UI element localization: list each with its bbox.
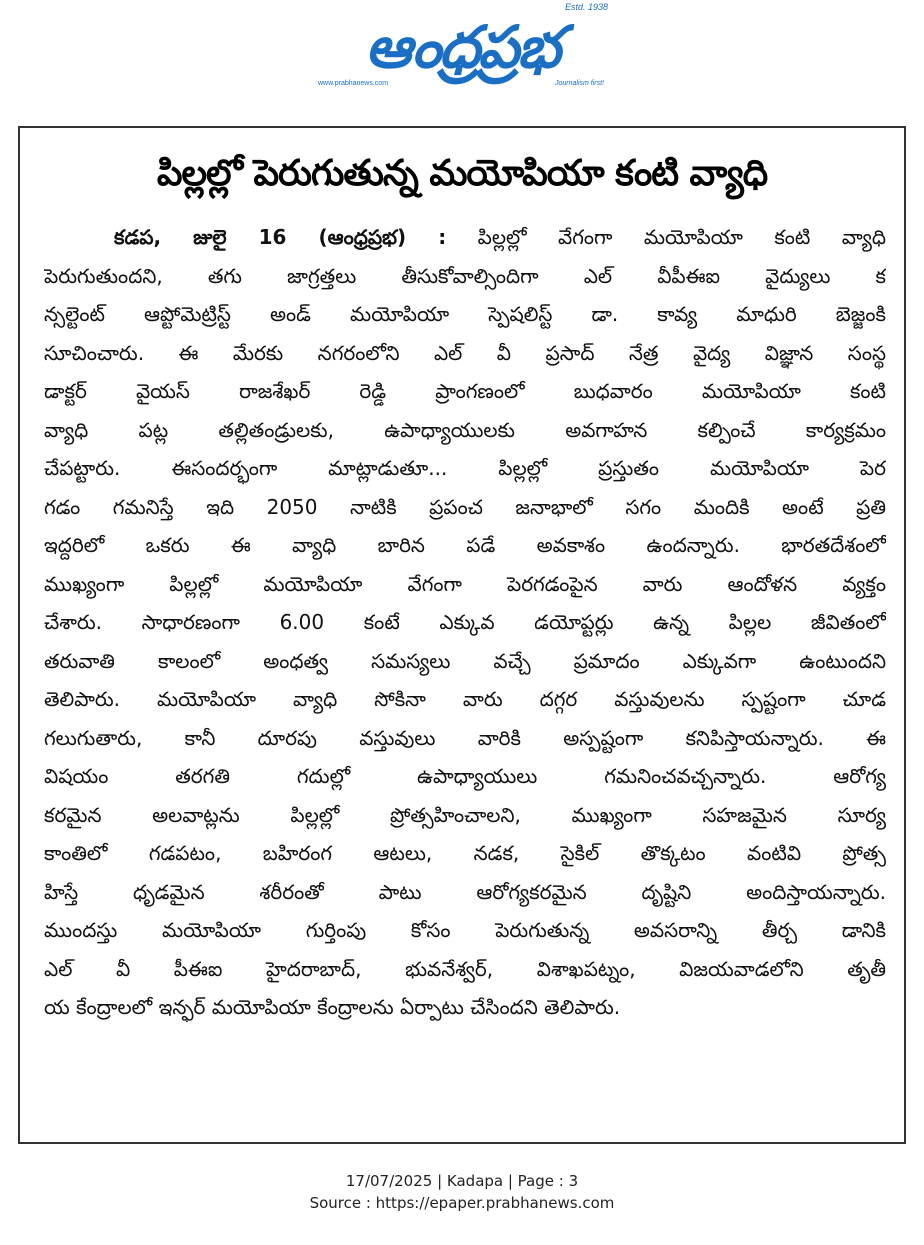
- article-line: ఎల్ వీ పీఈఐ హైదరాబాద్, భువనేశ్వర్, విశాఖపట్నం, విజయవాడలోని తృతీ: [44, 956, 886, 981]
- article-line: న్సల్టెంట్ ఆప్టోమెట్రిస్ట్ అండ్ మయోపియా స్పెషలిస్ట్ డా. కావ్య మాధురి బెజ్జంకి: [44, 302, 886, 326]
- article-dateline: కడప, జులై 16 (ఆంధ్రప్రభ) :: [114, 225, 447, 249]
- article-line: వ్యాధి పట్ల తల్లితండ్రులకు, ఉపాధ్యాయులకు అవగాహన కల్పించే కార్యక్రమం: [44, 417, 886, 442]
- footer-date-edition: 17/07/2025 | Kadapa | Page : 3: [345, 1172, 579, 1190]
- article-line: ఇద్దరిలో ఒకరు ఈ వ్యాధి బారిన పడే అవకాశం ఉందన్నారు. భారతదేశంలో: [44, 533, 886, 557]
- article-line: చేశారు. సాధారణంగా 6.00 కంటే ఎక్కువ డయోప్టర్లు ఉన్న పిల్లల జీవితంలో: [44, 610, 886, 634]
- article-clipping: [18, 126, 906, 1144]
- article-line: య కేంద్రాలలో ఇన్ఫర్ మయోపియా కేంద్రాలను ఏర్పాటు చేసిందని తెలిపారు.: [44, 995, 621, 1019]
- article-line: హిస్తే ధృడమైన శరీరంతో పాటు ఆరోగ్యకరమైన దృష్టిని అందిస్తాయన్నారు.: [44, 879, 886, 904]
- masthead: [0, 0, 924, 108]
- logo-estd: Estd. 1938: [564, 2, 608, 12]
- article-line: విషయం తరగతి గదుల్లో ఉపాధ్యాయులు గమనించవచ్చన్నారు. ఆరోగ్య: [44, 764, 886, 788]
- article-line: కడప, జులై 16 (ఆంధ్రప్రభ) : పిల్లల్లో వేగంగా మయోపియా కంటి వ్యాధి: [114, 225, 886, 249]
- article-line: కరమైన అలవాట్లను పిల్లల్లో ప్రోత్సహించాలని, ముఖ్యంగా సహజమైన సూర్య: [44, 802, 886, 827]
- article-line: ముఖ్యంగా పిల్లల్లో మయోపియా వేగంగా పెరగడంపైన వారు ఆందోళన వ్యక్తం: [44, 571, 886, 596]
- newspaper-logo: [312, 2, 612, 90]
- article-headline: పిల్లల్లో పెరుగుతున్న మయోపియా కంటి వ్యాధి: [156, 153, 768, 194]
- article-line: ముందస్తు మయోపియా గుర్తింపు కోసం పెరుగుతున్న అవసరాన్ని తీర్చ డానికి: [44, 918, 886, 942]
- article-line: గడం గమనిస్తే ఇది 2050 నాటికి ప్రపంచ జనాభాలో సగం మందికి అంటే ప్రతి: [44, 494, 886, 519]
- article-line: డాక్టర్ వైయస్ రాజశేఖర్ రెడ్డి ప్రాంగణంలో బుధవారం మయోపియా కంటి: [44, 379, 886, 403]
- article-line: చేపట్టారు. ఈసందర్భంగా మాట్లాడుతూ... పిల్లల్లో ప్రస్తుతం మయోపియా పెర: [44, 456, 886, 480]
- article-line: తెలిపారు. మయోపియా వ్యాధి సోకినా వారు దగ్గర వస్తువులను స్పష్టంగా చూడ: [44, 687, 886, 711]
- footer-source: Source : https://epaper.prabhanews.com: [309, 1194, 615, 1212]
- article-line: కాంతిలో గడపటం, బహిరంగ ఆటలు, నడక, సైకిల్ తొక్కటం వంటివి ప్రోత్స: [44, 841, 886, 865]
- article-line: పెరుగుతుందని, తగు జాగ్రత్తలు తీసుకోవాల్సిందిగా ఎల్ వీపీఈఐ వైద్యులు క: [44, 263, 886, 288]
- article-line: తరువాతి కాలంలో అంధత్వ సమస్యలు వచ్చే ప్రమాదం ఎక్కువగా ఉంటుందని: [44, 648, 886, 673]
- article-body: [44, 218, 886, 1027]
- logo-url: www.prabhanews.com: [318, 80, 389, 87]
- logo-tagline: Journalism first!: [554, 80, 604, 87]
- logo-text: ఆంధ్రప్రభ: [365, 13, 559, 81]
- clipping-footer: [0, 1170, 924, 1214]
- article-line: గలుగుతారు, కానీ దూరపు వస్తువులు వారికి అస్పష్టంగా కనిపిస్తాయన్నారు. ఈ: [44, 725, 886, 750]
- article-line: సూచించారు. ఈ మేరకు నగరంలోని ఎల్ వీ ప్రసాద్ నేత్ర వైద్య విజ్ఞాన సంస్థ: [44, 340, 886, 365]
